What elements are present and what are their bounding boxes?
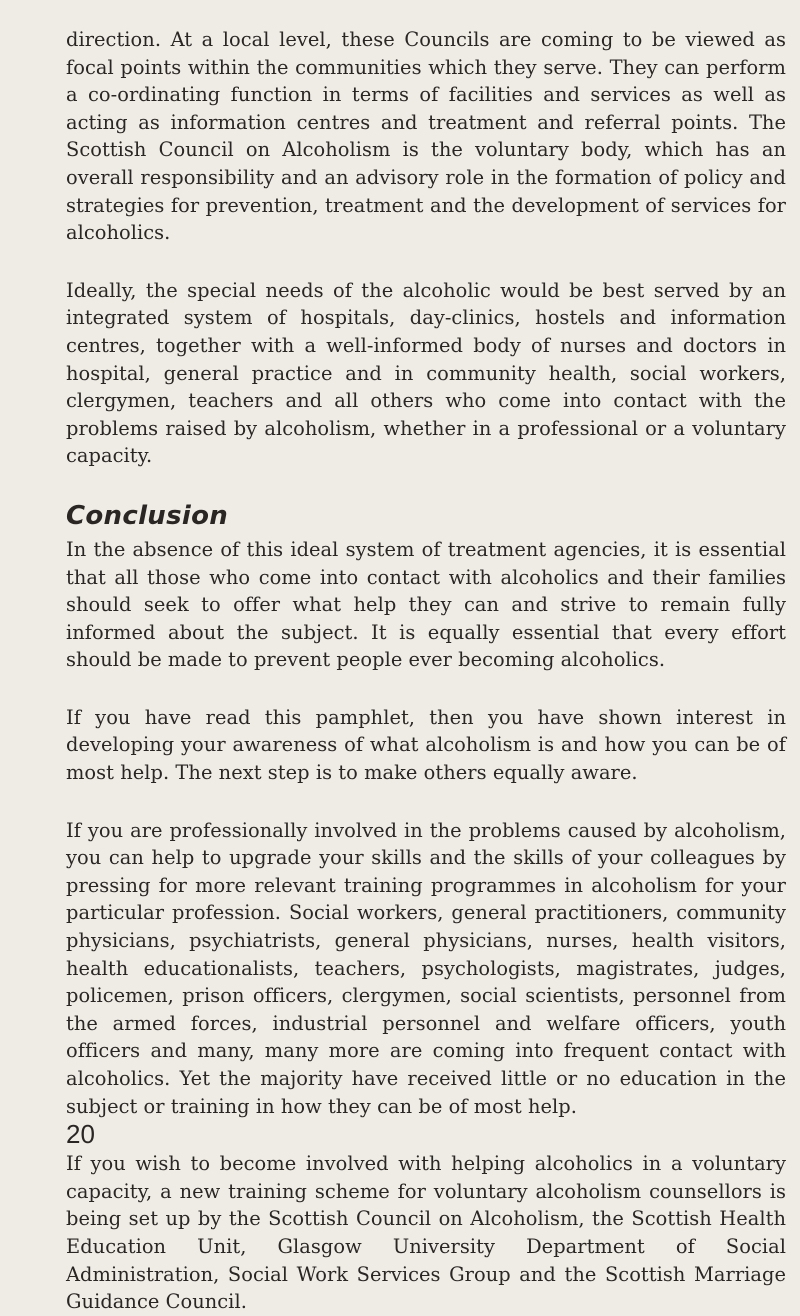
paragraph-gap	[66, 1120, 786, 1150]
paragraph-pamphlet: If you have read this pamphlet, then you have shown interest in developing your awareness of what alcoholism is and how you can be of most help. The next step is to make others equally aware.	[66, 705, 786, 785]
paragraph-voluntary: If you wish to become involved with helping alcoholics in a voluntary capacity, a new training scheme for voluntary alcoholism counsellors is being set up by the Scottish Council on Alcoholism, the Scottish Health Education Unit, Glasgow University Department of Social Administration, Social Work Services Group and the Scottish Marriage Guidance Council.	[66, 1152, 786, 1314]
paragraph-councils: direction. At a local level, these Councils are coming to be viewed as focal points within the communities which they serve. They can perform a co-ordinating function in terms of facilities and services as well as acting as information centres and treatment and referral points. The Scottish Council on Alcoholism is the voluntary body, which has an overall responsibility and an advisory role in the formation of policy and strategies for prevention, treatment and the development of services for alcoholics.	[66, 28, 786, 245]
paragraph-gap	[66, 470, 786, 500]
paragraph-absence: In the absence of this ideal system of treatment agencies, it is essential that all those who come into contact with alcoholics and their families should seek to offer what help they can and strive to remain fully informed about the subject. It is equally essential that every effort should be made to prevent people ever becoming alcoholics.	[66, 537, 786, 672]
page-body	[66, 26, 786, 1316]
paragraph-gap	[66, 247, 786, 277]
paragraph-professional: If you are professionally involved in the problems caused by alcoholism, you can help to upgrade your skills and the skills of your colleagues by pressing for more relevant training programmes in alcoholism for your particular profession. Social workers, general practitioners, community physicians, psychiatrists, general physicians, nurses, health visitors, health educationalists, teachers, psychologists, magistrates, judges, policemen, prison officers, clergymen, social scientists, personnel from the armed forces, industrial personnel and welfare officers, youth officers and many, many more are coming into frequent contact with alcoholics. Yet the majority have received little or no education in the subject or training in how they can be of most help.	[66, 818, 786, 1118]
paragraph-gap	[66, 674, 786, 704]
section-heading-conclusion: Conclusion	[66, 500, 229, 531]
paragraph-ideal-system: Ideally, the special needs of the alcoholic would be best served by an integrated system of hospitals, day-clinics, hostels and information centres, together with a well-informed body of nurses and doctors in hospital, general practice and in community health, social workers, clergymen, teachers and all others who come into contact with the problems raised by alcoholism, whether in a professional or a voluntary capacity.	[66, 278, 786, 468]
paragraph-gap	[66, 787, 786, 817]
page-number: 20	[66, 1119, 95, 1149]
